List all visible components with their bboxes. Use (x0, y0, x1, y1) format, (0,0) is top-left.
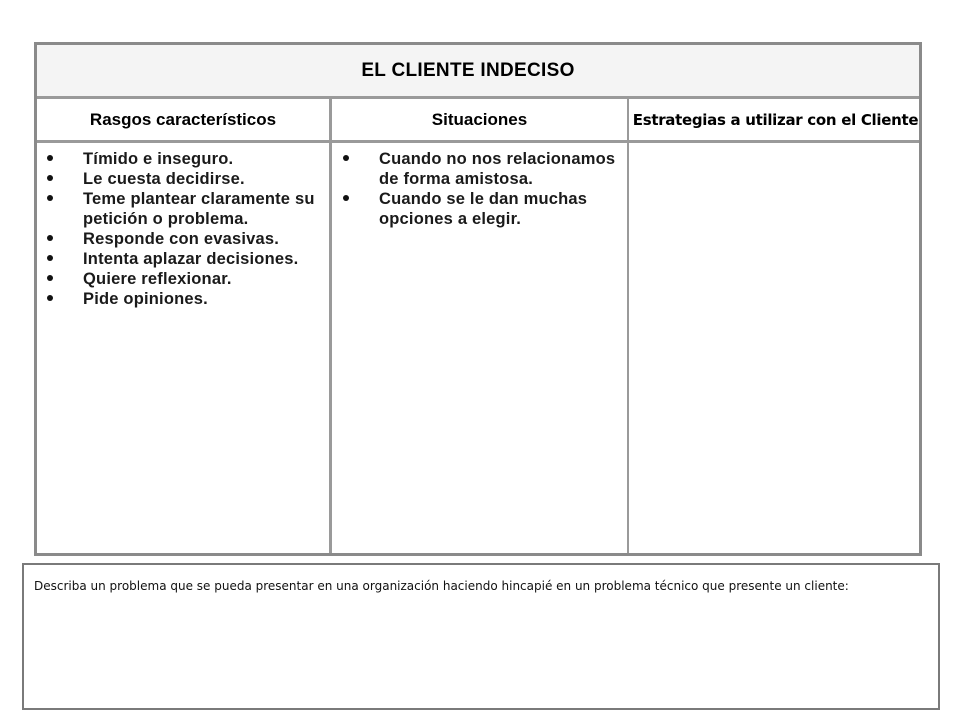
table-title: EL CLIENTE INDECISO (361, 59, 575, 81)
list-item-text: Quiere reflexionar. (83, 270, 232, 288)
list-item-text: Intenta aplazar decisiones. (83, 250, 299, 268)
list-item (45, 229, 327, 249)
list-item (45, 149, 327, 169)
bullet-icon (47, 295, 53, 301)
list-item (341, 149, 623, 189)
bullet-icon (47, 275, 53, 281)
bullet-icon (343, 195, 349, 201)
table-header-row (37, 99, 919, 143)
list-item (45, 249, 327, 269)
answer-box[interactable] (22, 563, 940, 710)
bullet-icon (343, 155, 349, 161)
list-item (45, 169, 327, 189)
bullet-icon (47, 235, 53, 241)
table-title-row (37, 45, 919, 99)
column-divider (329, 99, 332, 553)
bullet-icon (47, 175, 53, 181)
bullet-icon (47, 195, 53, 201)
header-estrategias: Estrategias a utilizar con el Cliente (632, 110, 919, 129)
situaciones-cell (341, 149, 623, 229)
rasgos-list (45, 149, 327, 309)
list-item (341, 189, 623, 229)
list-item-text: Le cuesta decidirse. (83, 170, 245, 188)
list-item (45, 269, 327, 289)
header-situaciones: Situaciones (431, 109, 528, 129)
list-item-text: Cuando se le dan muchas opciones a elegir. (379, 190, 588, 228)
list-item (45, 289, 327, 309)
situaciones-list (341, 149, 623, 229)
bullet-icon (47, 155, 53, 161)
list-item-text: Tímido e inseguro. (83, 150, 234, 168)
client-table (34, 42, 922, 556)
list-item (45, 189, 327, 229)
prompt-text: Describa un problema que se pueda presentar en una organización haciendo hincapié en un problema técnico que presente un cliente: (34, 579, 849, 593)
bullet-icon (47, 255, 53, 261)
list-item-text: Cuando no nos relacionamos de forma amistosa. (379, 150, 616, 188)
header-rasgos: Rasgos característicos (89, 109, 277, 129)
list-item-text: Responde con evasivas. (83, 230, 280, 248)
rasgos-cell (45, 149, 327, 309)
list-item-text: Pide opiniones. (83, 290, 208, 308)
column-divider (627, 99, 629, 553)
list-item-text: Teme plantear claramente su petición o problema. (83, 190, 315, 228)
